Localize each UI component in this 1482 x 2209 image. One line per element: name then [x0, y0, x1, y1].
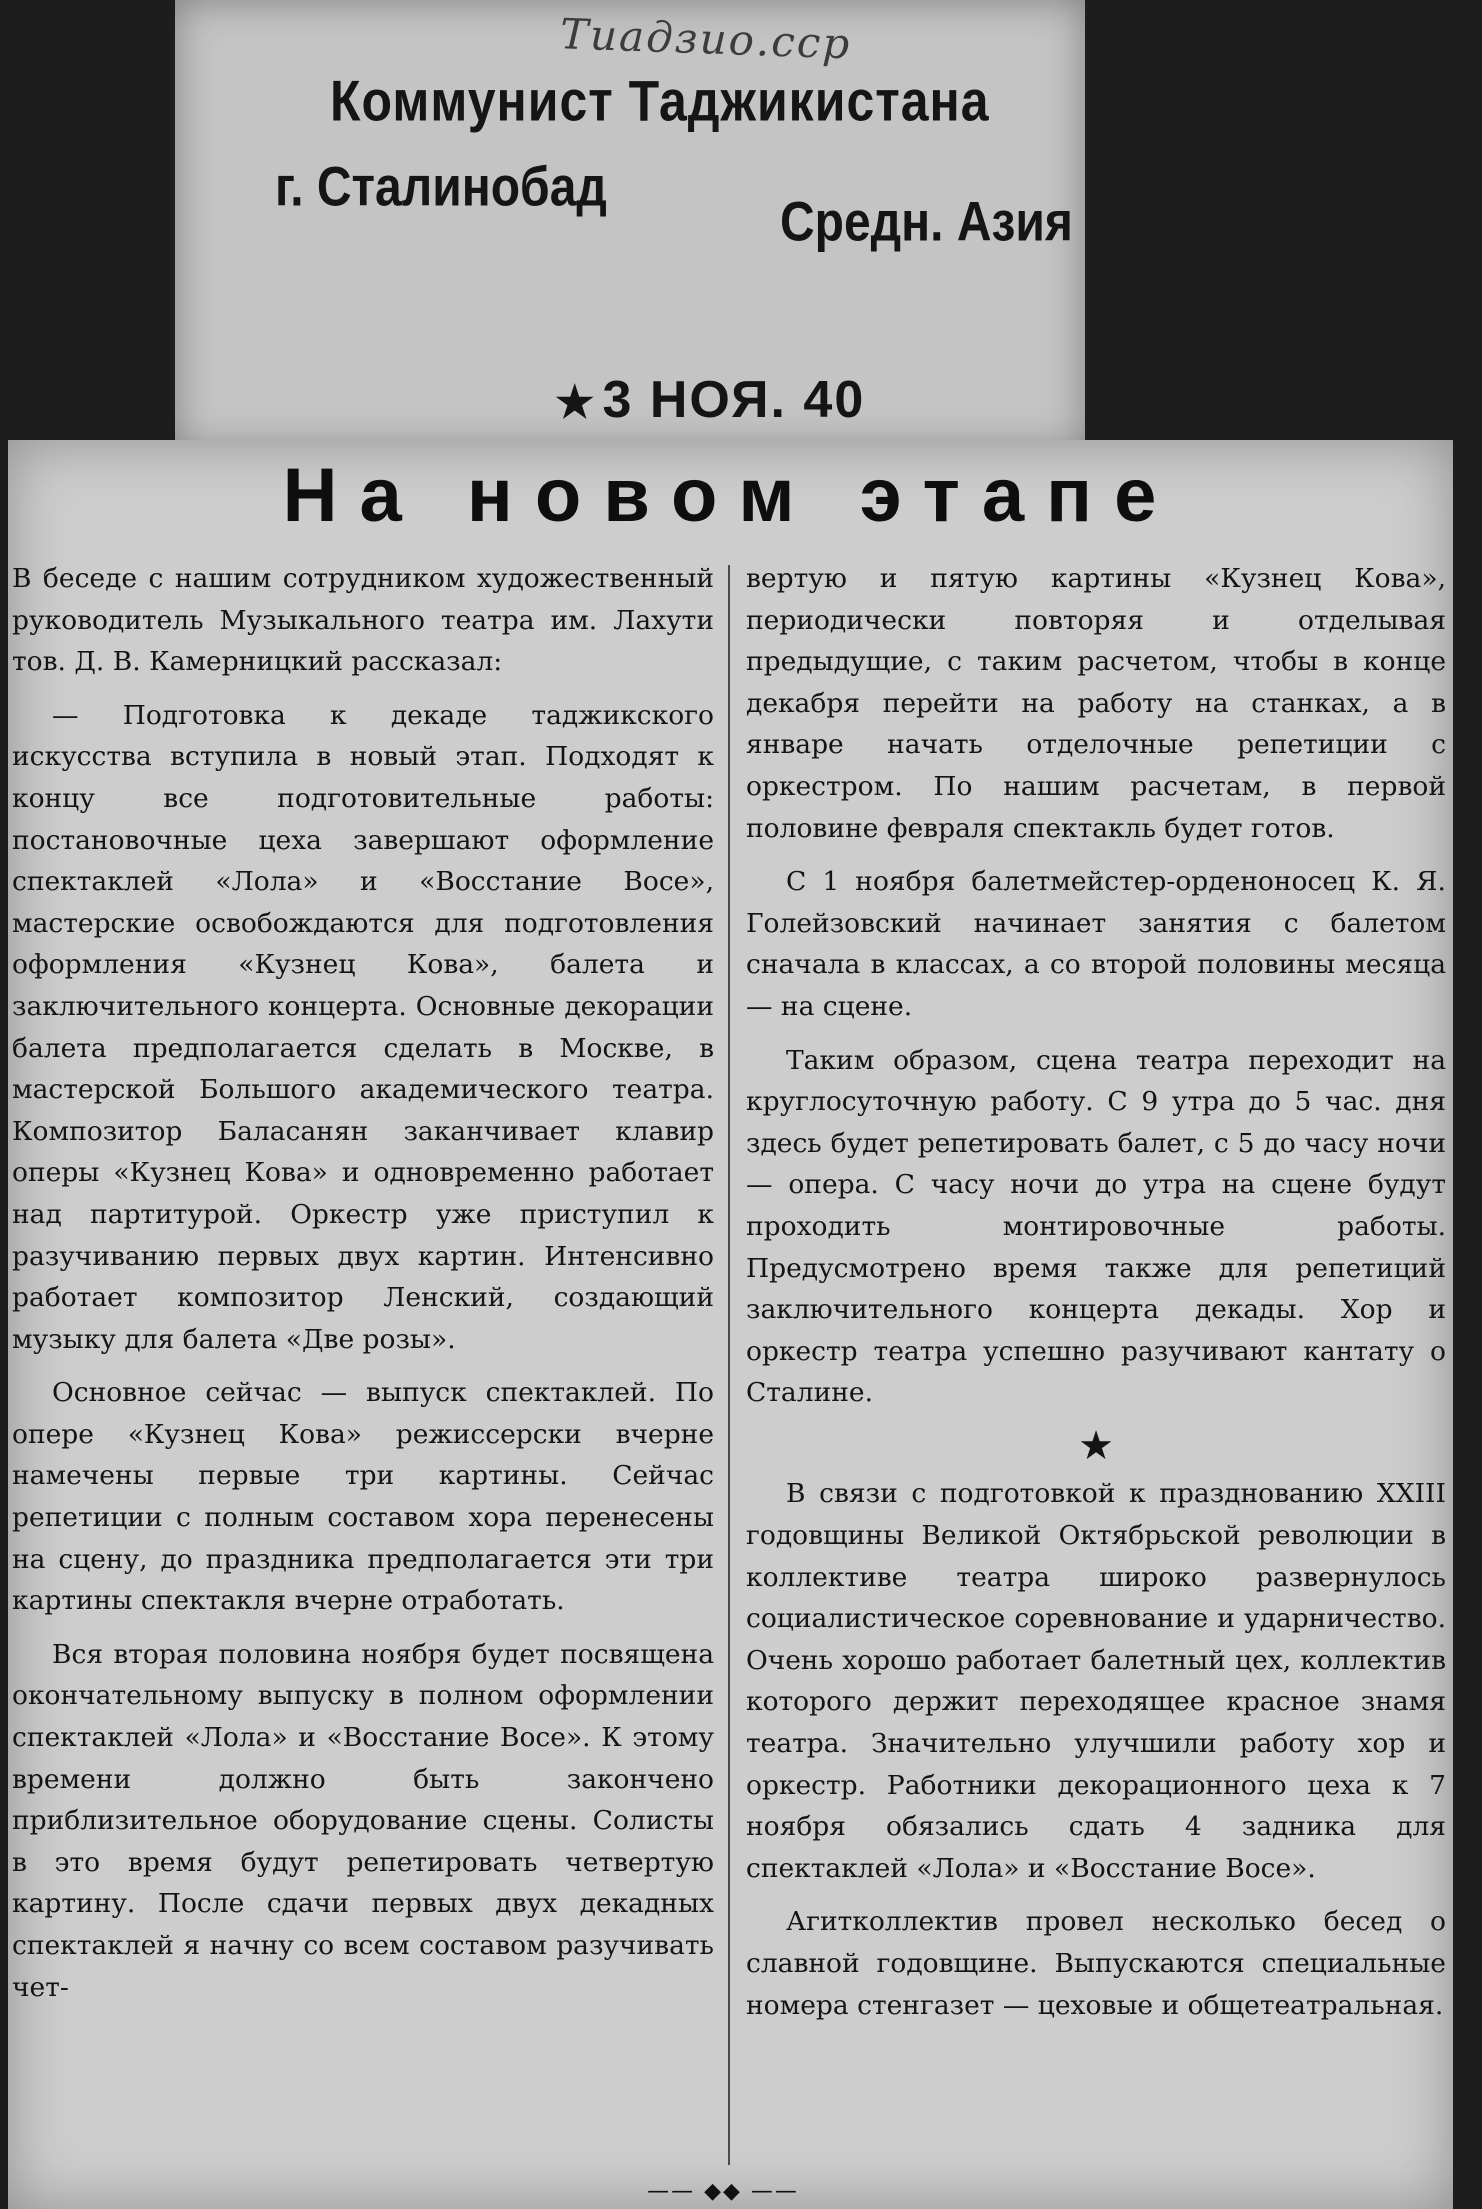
stamp-date: [555, 370, 865, 430]
paragraph: Таким образом, сцена театра переходит на круглосуточную работу. С 9 утра до 5 час. дня здесь будет репетировать балет, с 5 до часу ночи — опера. С часу ночи до утра на сцене будут проходить монтировочные работы. Предусмотрено время также для репетиций заключительного концерта декады. Хор и оркестр театра успешно разучивают кантату о Сталине.: [746, 1044, 1446, 1409]
paragraph: Вся вторая половина ноября будет посвящена окончательному выпуску в полном оформлении спектаклей «Лола» и «Восстание Восе». К этому времени должно быть закончено приблизительное оборудование сцены. Солисты в это время будут репетировать четвертую картину. После сдачи первых двух декадных спектаклей я начну со всем составом разучивать чет-: [12, 1638, 714, 2003]
paragraph: Основное сейчас — выпуск спектаклей. По опере «Кузнец Кова» режиссерски вчерне намечены первые три картины. Сейчас репетиции с полным составом хора перенесены на сцену, до праздника предполагается эти три картины спектакля вчерне отработать.: [12, 1377, 714, 1617]
end-ornament: —— ◆◆ ——: [647, 2179, 799, 2204]
star-icon: ★: [555, 378, 597, 427]
column-divider: [728, 565, 730, 2165]
paragraph: В беседе с нашим сотрудником художественный руководитель Музыкального театра им. Лахути тов. Д. В. Камерницкий рассказал:: [12, 563, 714, 678]
stamp-region: Средн. Азия: [780, 192, 1073, 253]
paragraph: — Подготовка к декаде таджикского искусства вступила в новый этап. Подходят к концу все подготовительные работы: постановочные цеха завершают оформление спектаклей «Лола» и «Восстание Восе», мастерские освобождаются для подготовления оформления «Кузнец Кова», балета и заключительного концерта. Основные декорации балета предполагается сделать в Москве, в мастерской Большого академического театра. Композитор Баласанян заканчивает клавир оперы «Кузнец Кова» и одновременно работает над партитурой. Оркестр уже приступил к разучиванию первых двух картин. Интенсивно работает композитор Ленский, создающий музыку для балета «Две розы».: [12, 699, 714, 1355]
paragraph: В связи с подготовкой к празднованию XXIII годовщины Великой Октябрьской революции в коллективе театра широко развернулось социалистическое соревнование и ударничество. Очень хорошо работает балетный цех, коллектив которого держит переходящее красное знамя театра. Значительно улучшили работу хор и оркестр. Работники декорационного цеха к 7 ноября обязались сдать 4 задника для спектаклей «Лола» и «Восстание Восе».: [746, 1478, 1446, 1884]
article-column-left: [12, 558, 714, 2020]
paragraph: С 1 ноября балетмейстер-орденоносец К. Я. Голейзовский начинает занятия с балетом сначала в классах, а со второй половины месяца — на сцене.: [746, 866, 1446, 1022]
star-icon: ★: [1078, 1422, 1114, 1469]
stamp-newspaper-name: Коммунист Таджикистана: [330, 68, 990, 134]
stamp-city: г. Сталинобад: [275, 157, 607, 218]
handwritten-note: Тиадзио.сср: [559, 9, 853, 69]
article-clipping: [8, 440, 1453, 2209]
paragraph: Агитколлектив провел несколько бесед о славной годовщине. Выпускаются специальные номера стенгазет — цеховые и общетеатральная.: [746, 1906, 1446, 2021]
article-column-right: [746, 558, 1446, 2038]
stamp-date-value: 3 НОЯ. 40: [602, 371, 866, 429]
article-title: На новом этапе: [282, 453, 1179, 538]
paragraph: вертую и пятую картины «Кузнец Кова», периодически повторяя и отделывая предыдущие, с таким расчетом, чтобы в конце декабря перейти на работу на станках, а в январе начать отделочные репетиции с оркестром. По нашим расчетам, в первой половине февраля спектакль будет готов.: [746, 563, 1446, 844]
